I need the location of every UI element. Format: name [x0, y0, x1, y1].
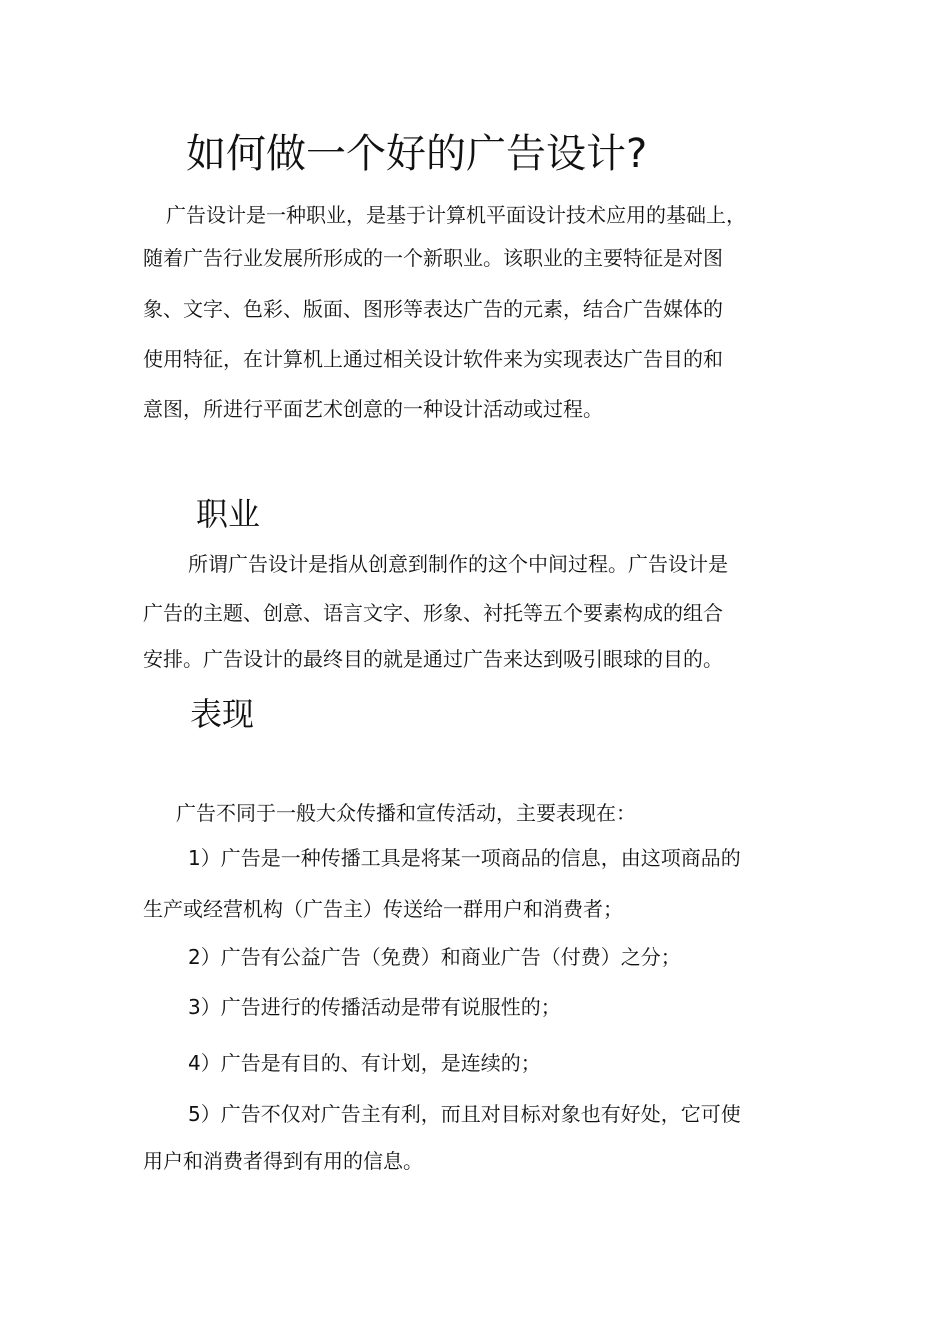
expression-list-item: 5）广告不仅对广告主有利，而且对目标对象也有好处，它可使	[188, 1102, 741, 1126]
page-title: 如何做一个好的广告设计?	[186, 131, 648, 177]
career-line: 广告的主题、创意、语言文字、形象、衬托等五个要素构成的组合	[143, 601, 723, 625]
expression-line: 广告不同于一般大众传播和宣传活动，主要表现在：	[176, 801, 636, 825]
expression-list-item: 1）广告是一种传播工具是将某一项商品的信息，由这项商品的	[188, 846, 741, 870]
career-line: 所谓广告设计是指从创意到制作的这个中间过程。广告设计是	[188, 552, 728, 576]
expression-list-item-cont: 生产或经营机构（广告主）传送给一群用户和消费者；	[143, 897, 623, 921]
intro-line: 意图，所进行平面艺术创意的一种设计活动或过程。	[143, 397, 603, 421]
section-heading-career: 职业	[196, 495, 261, 533]
expression-list-item: 3）广告进行的传播活动是带有说服性的；	[188, 995, 561, 1019]
career-line: 安排。广告设计的最终目的就是通过广告来达到吸引眼球的目的。	[143, 647, 723, 671]
expression-list-item: 2）广告有公益广告（免费）和商业广告（付费）之分；	[188, 945, 681, 969]
intro-line: 随着广告行业发展所形成的一个新职业。该职业的主要特征是对图	[143, 246, 723, 270]
intro-line: 使用特征，在计算机上通过相关设计软件来为实现表达广告目的和	[143, 347, 723, 371]
intro-line: 广告设计是一种职业，是基于计算机平面设计技术应用的基础上，	[166, 203, 746, 227]
expression-list-item-cont: 用户和消费者得到有用的信息。	[143, 1149, 423, 1173]
section-heading-expression: 表现	[190, 695, 255, 733]
expression-list-item: 4）广告是有目的、有计划，是连续的；	[188, 1051, 541, 1075]
intro-line: 象、文字、色彩、版面、图形等表达广告的元素，结合广告媒体的	[143, 297, 723, 321]
